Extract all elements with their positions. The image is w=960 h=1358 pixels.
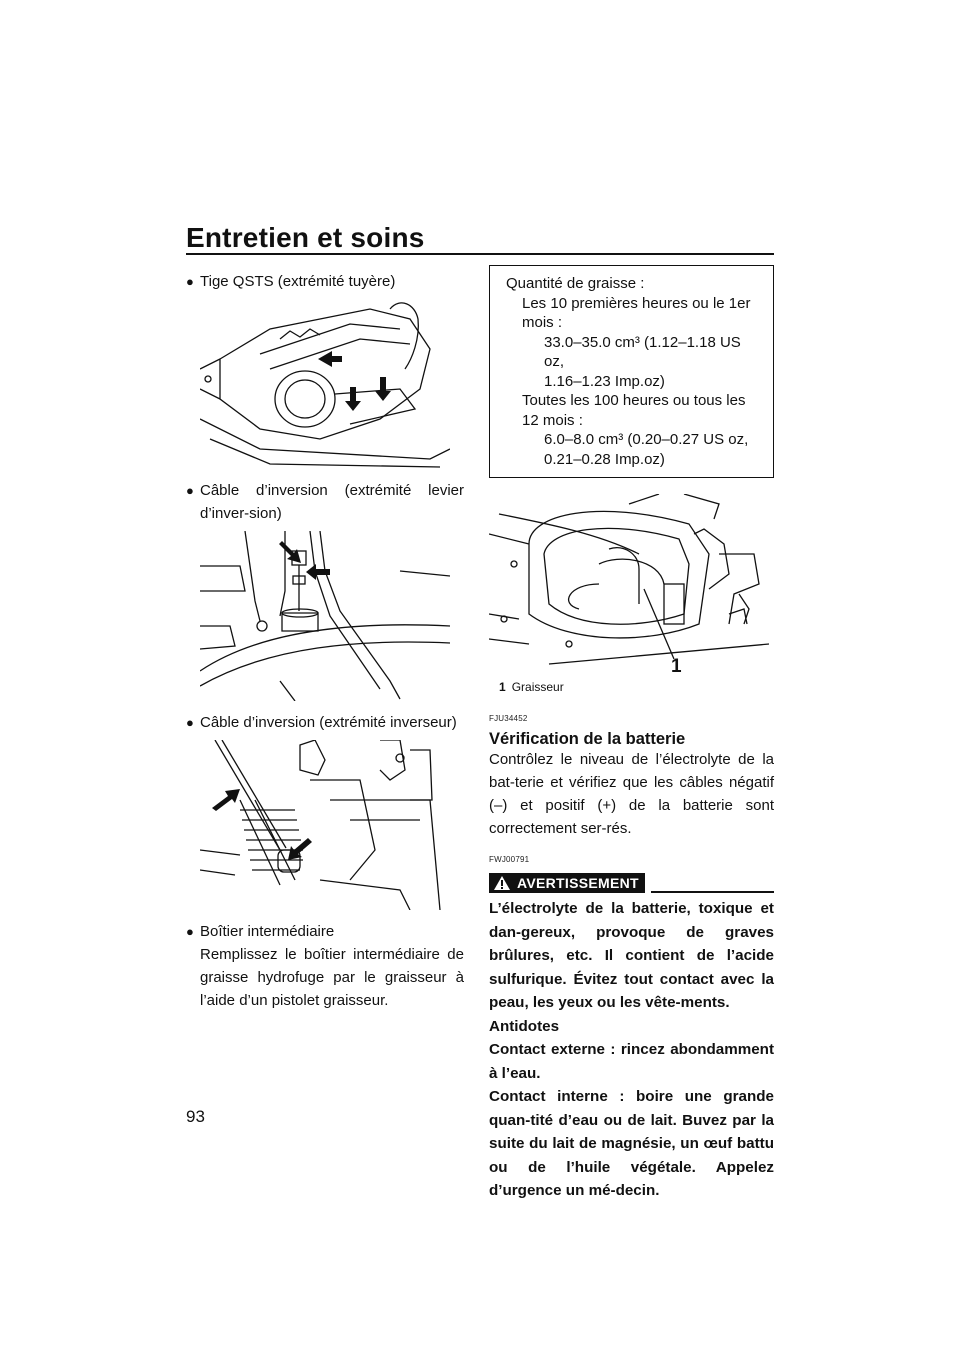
warning-rule [651, 891, 774, 893]
warning-code: FWJ00791 [489, 855, 530, 864]
grease-quantity-box [489, 265, 774, 478]
spec-first-label: Les 10 premières heures ou le 1er mois : [522, 294, 751, 331]
reverse-cable-lever-illustration [200, 531, 464, 701]
warning-external: Contact externe : rincez abondamment à l’eau. [489, 1041, 774, 1082]
section-body: Contrôlez le niveau de l’électrolyte de la bat-terie et vérifiez que les câbles négatif (–) et positif (+) de la batterie sont correctement ser-rés. [489, 751, 774, 837]
spec-title: Quantité de graisse : [506, 275, 645, 292]
list-item [186, 920, 464, 943]
spec-first-value: 33.0–35.0 cm³ (1.12–1.18 US oz, [544, 333, 741, 370]
bullet-icon: ● [186, 924, 194, 939]
caption-text: Graisseur [511, 680, 564, 694]
item-label: Tige QSTS (extrémité tuyère) [200, 273, 396, 290]
warning-icon [493, 875, 511, 891]
page-title: Entretien et soins [186, 222, 425, 253]
page-number: 93 [186, 1107, 205, 1126]
item-body: Remplissez le boîtier intermédiaire de graisse hydrofuge par le graisseur à l’aide d’un pistolet graisseur. [200, 946, 464, 1009]
list-item [186, 270, 464, 293]
warning-header [489, 873, 774, 893]
warning-internal: Contact interne : boire une grande quan-tité d’eau ou de lait. Buvez par la suite du lait de magnésie, un œuf battu ou de l’huile végétale. Appelez d’urgence un mé-decin. [489, 1088, 774, 1199]
bullet-icon: ● [186, 483, 194, 498]
spec-second-value: 6.0–8.0 cm³ (0.20–0.27 US oz, [544, 431, 749, 448]
list-item [186, 479, 464, 525]
right-column [489, 265, 774, 1203]
warning-antidotes: Antidotes [489, 1017, 560, 1035]
item-label: Câble d’inversion (extrémité levier d’inver-sion) [200, 482, 464, 522]
item-label: Câble d’inversion (extrémité inverseur) [200, 714, 457, 731]
section-code: FJU34452 [489, 714, 528, 723]
warning-label: AVERTISSEMENT [517, 874, 639, 891]
item-label: Boîtier intermédiaire [200, 923, 335, 940]
bullet-icon: ● [186, 715, 194, 730]
spec-second-value-imp: 0.21–0.28 Imp.oz) [544, 450, 665, 468]
spec-second-label: Toutes les 100 heures ou tous les 12 mois : [522, 392, 746, 429]
spec-first-value-imp: 1.16–1.23 Imp.oz) [544, 372, 665, 390]
left-column [186, 270, 464, 1012]
title-rule [186, 253, 774, 255]
list-item [186, 711, 464, 734]
qsts-rod-illustration [200, 299, 464, 469]
caption-number: 1 [499, 680, 506, 694]
figure-caption [489, 676, 774, 699]
bullet-icon: ● [186, 274, 194, 289]
section-heading: Vérification de la batterie [489, 730, 686, 748]
callout-number: 1 [671, 656, 682, 674]
reverse-cable-bucket-illustration [200, 740, 464, 910]
warning-badge [489, 873, 645, 893]
warning-paragraph: L’électrolyte de la batterie, toxique et dan-gereux, provoque de graves brûlures, etc. Il contient de l’acide sulfurique. Évitez tout contact avec la peau, les yeux ou les vête-ments. [489, 900, 774, 1011]
grease-nipple-illustration [489, 494, 774, 674]
